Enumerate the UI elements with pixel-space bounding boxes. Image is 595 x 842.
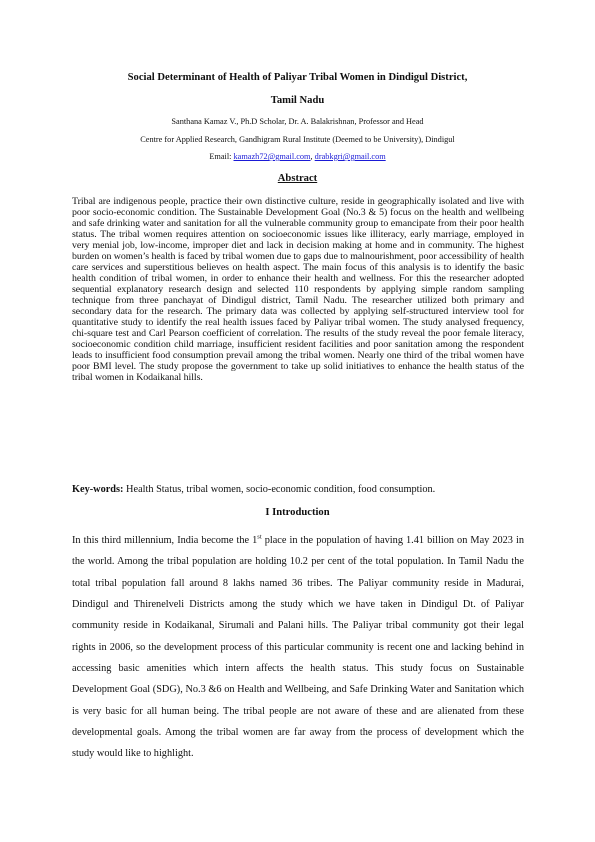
keywords-text: Health Status, tribal women, socio-economic condition, food consumption. [123, 484, 436, 495]
email-line [60, 152, 535, 162]
introduction-body [72, 530, 524, 765]
keywords-line [72, 484, 524, 496]
email-separator: , [310, 152, 315, 161]
email-label: Email: [209, 152, 234, 161]
paper-title-line-2: Tamil Nadu [270, 95, 325, 106]
intro-superscript: st [257, 533, 262, 541]
email-link-2[interactable]: drabkgri@gmail.com [314, 152, 386, 161]
intro-text-before: In this third millennium, India become the 1 [72, 535, 258, 546]
keywords-label: Key-words: [72, 484, 124, 495]
authors-line: Santhana Kamaz V., Ph.D Scholar, Dr. A. Balakrishnan, Professor and Head [171, 117, 424, 126]
intro-text-after: place in the population of having 1.41 billion on May 2023 in the world. Among the tribal population are holding 10.2 per cent of the total population. In Tamil Nadu the total tribal population fall around 8 lakhs named 36 tribes. The Paliyar community reside in Madurai, Dindigul and Thirenelveli Districts among the study which we have taken in Dindigul Dt. of Paliyar community reside in Kodaikanal, Sirumali and Palani hills. The Paliyar tribal community got their legal rights in 2006, so the development process of this particular community is recent one and lacking behind in accessing basic amenities which intern affects the health status. This study focus on Sustainable Development Goal (SDG), No.3 &6 on Health and Wellbeing, and Safe Drinking Water and Sanitation which is very basic for all human being. The tribal people are not aware of these and are alienated from these developmental goals. Among the tribal women are far away from the process of development which the study would like to highlight. [72, 535, 525, 760]
paper-title-line-1: Social Determinant of Health of Paliyar Tribal Women in Dindigul District, [127, 72, 468, 83]
introduction-heading: I Introduction [265, 507, 330, 518]
affiliation-line: Centre for Applied Research, Gandhigram Rural Institute (Deemed to be University), Dindigul [140, 135, 455, 144]
email-link-1[interactable]: kamazh72@gmail.com [233, 152, 311, 161]
abstract-body: Tribal are indigenous people, practice their own distinctive culture, reside in geographically isolated and live with poor socio-economic condition. The Sustainable Development Goal (No.3 & 5) focus on the health and wellbeing and safe drinking water and sanitation for all the vulnerable community group to emancipate from their poor health status. The tribal women requires attention on socioeconomic issues like illiteracy, early marriage, employed in very menial job, low-income, improper diet and lack in decision making at home and in community. The highest burden on women’s health is faced by tribal women due to gaps due to malnourishment, poor accessibility of health care services and superstitious believes on health aspect. The main focus of this analysis is to identify the basic health condition of tribal women, in order to enhance their health and wellness. For this the researcher adopted sequential explanatory research design and selected 110 respondents by applying simple random sampling technique from three panchayat of Dindigul district, Tamil Nadu. The researcher utilized both primary and secondary data for the research. The primary data was collected by applying self-structured interview tool for quantitative study to identify the real health issues faced by Paliyar tribal women. The study analysed frequency, chi-square test and Carl Pearson coefficient of correlation. The results of the study reveal the poor female literacy, socioeconomic condition child marriage, insufficient resident facilities and poor sanitation among the respondent leads to insufficient food consumption prevail among the tribal women. Nearly one third of the tribal women have poor BMI level. The study propose the government to take up solid initiatives to enhance the health status of the tribal women in Kodaikanal hills. [72, 196, 524, 383]
abstract-heading: Abstract [277, 173, 318, 184]
